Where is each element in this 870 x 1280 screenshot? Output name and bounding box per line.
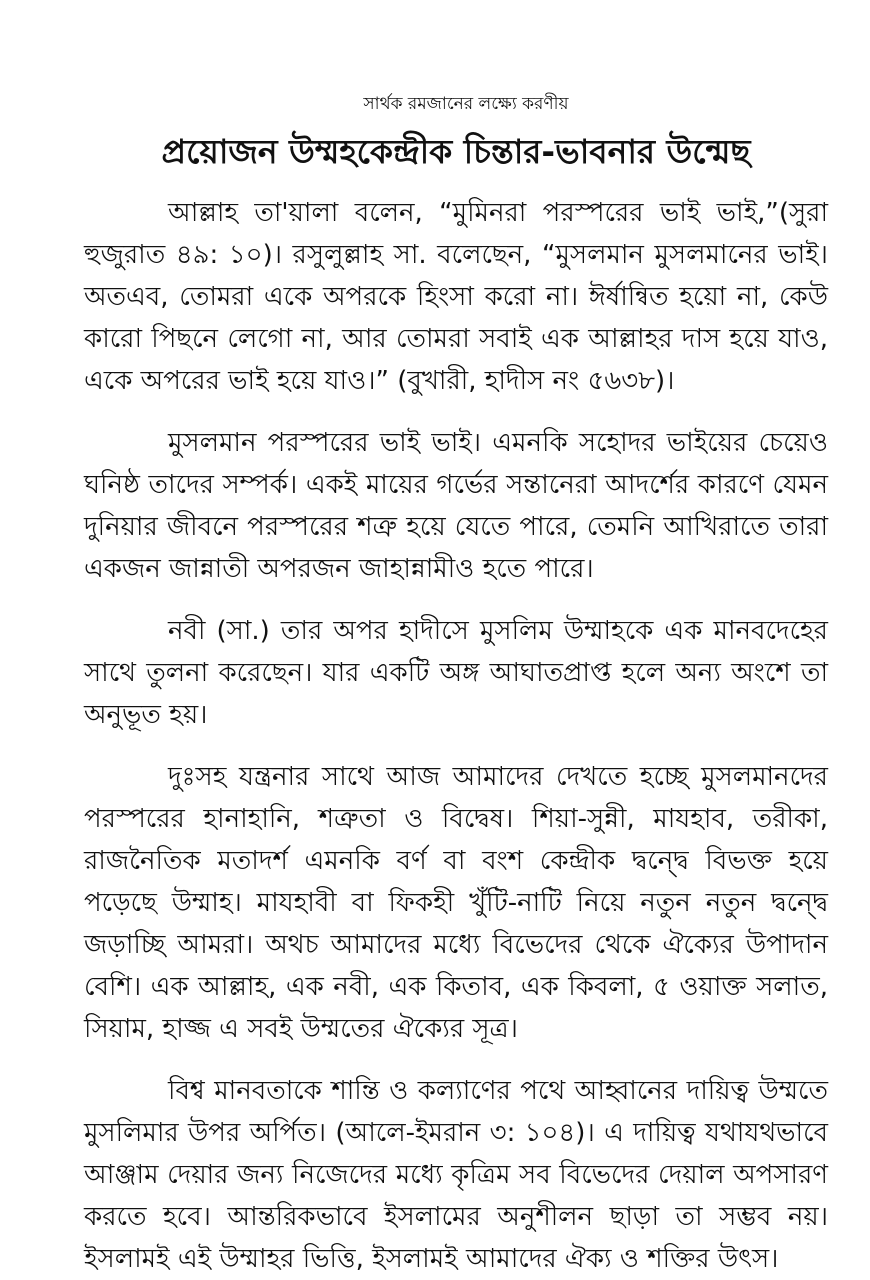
paragraph-2: মুসলমান পরস্পরের ভাই ভাই। এমনকি সহোদর ভাইয়ের চেয়েও ঘনিষ্ঠ তাদের সম্পর্ক। একই মায়ের গর্ভের সন্তানেরা আদর্শের কারণে যেমন দুনিয়ার জীবনে পরস্পরের শত্রু হয়ে যেতে পারে, তেমনি আখিরাতে তারা একজন জান্নাতী অপরজন জাহান্নামীও হতে পারে। <box>84 428 828 584</box>
paragraph-1: আল্লাহ তা'য়ালা বলেন, “মুমিনরা পরস্পরের ভাই ভাই,”(সুরা হুজুরাত ৪৯: ১০)। রসুলুল্লাহ সা. বলেছেন, “মুসলমান মুসলমানের ভাই। অতএব, তোমরা একে অপরকে হিংসা করো না। ঈর্ষান্বিত হয়ো না, কেউ কারো পিছনে লেগো না, আর তোমরা সবাই এক আল্লাহর দাস হয়ে যাও, একে অপরের ভাই হয়ে যাও।” (বুখারী, হাদীস নং ৫৬৩৮)। <box>84 198 828 396</box>
running-head: সার্থক রমজানের লক্ষ্যে করণীয় <box>363 94 569 114</box>
paragraph-4: দুঃসহ যন্ত্রনার সাথে আজ আমাদের দেখতে হচ্ছে মুসলমানদের পরস্পরের হানাহানি, শত্রুতা ও বিদ্বেষ। শিয়া-সুন্নী, মাযহাব, তরীকা, রাজনৈতিক মতাদর্শ এমনকি বর্ণ বা বংশ কেন্দ্রীক দ্বন্দ্বে বিভক্ত হয়ে পড়েছে উম্মাহ। মাযহাবী বা ফিকহী খুঁটি-নাটি নিয়ে নতুন নতুন দ্বন্দ্বে জড়াচ্ছি আমরা। অথচ আমাদের মধ্যে বিভেদের থেকে ঐক্যের উপাদান বেশি। এক আল্লাহ, এক নবী, এক কিতাব, এক কিবলা, ৫ ওয়াক্ত সলাত, সিয়াম, হাজ্জ এ সবই উম্মতের ঐক্যের সূত্র। <box>84 762 828 1044</box>
paragraph-5: বিশ্ব মানবতাকে শান্তি ও কল্যাণের পথে আহ্বানের দায়িত্ব উম্মতে মুসলিমার উপর অর্পিত। (আলে-ইমরান ৩: ১০৪)। এ দায়িত্ব যথাযথভাবে আঞ্জাম দেয়ার জন্য নিজেদের মধ্যে কৃত্রিম সব বিভেদের দেয়াল অপসারণ করতে হবে। আন্তরিকভাবে ইসলামের অনুশীলন ছাড়া তা সম্ভব নয়। ইসলামই এই উম্মাহর ভিত্তি, ইসলামই আমাদের ঐক্য ও শক্তির উৎস। <box>84 1076 828 1274</box>
paragraph-3: নবী (সা.) তার অপর হাদীসে মুসলিম উম্মাহকে এক মানবদেহের সাথে তুলনা করেছেন। যার একটি অঙ্গ আঘাতপ্রাপ্ত হলে অন্য অংশে তা অনুভূত হয়। <box>84 616 828 730</box>
chapter-title: প্রয়োজন উম্মহকেন্দ্রীক চিন্তার-ভাবনার উন্মেছ <box>161 132 751 171</box>
